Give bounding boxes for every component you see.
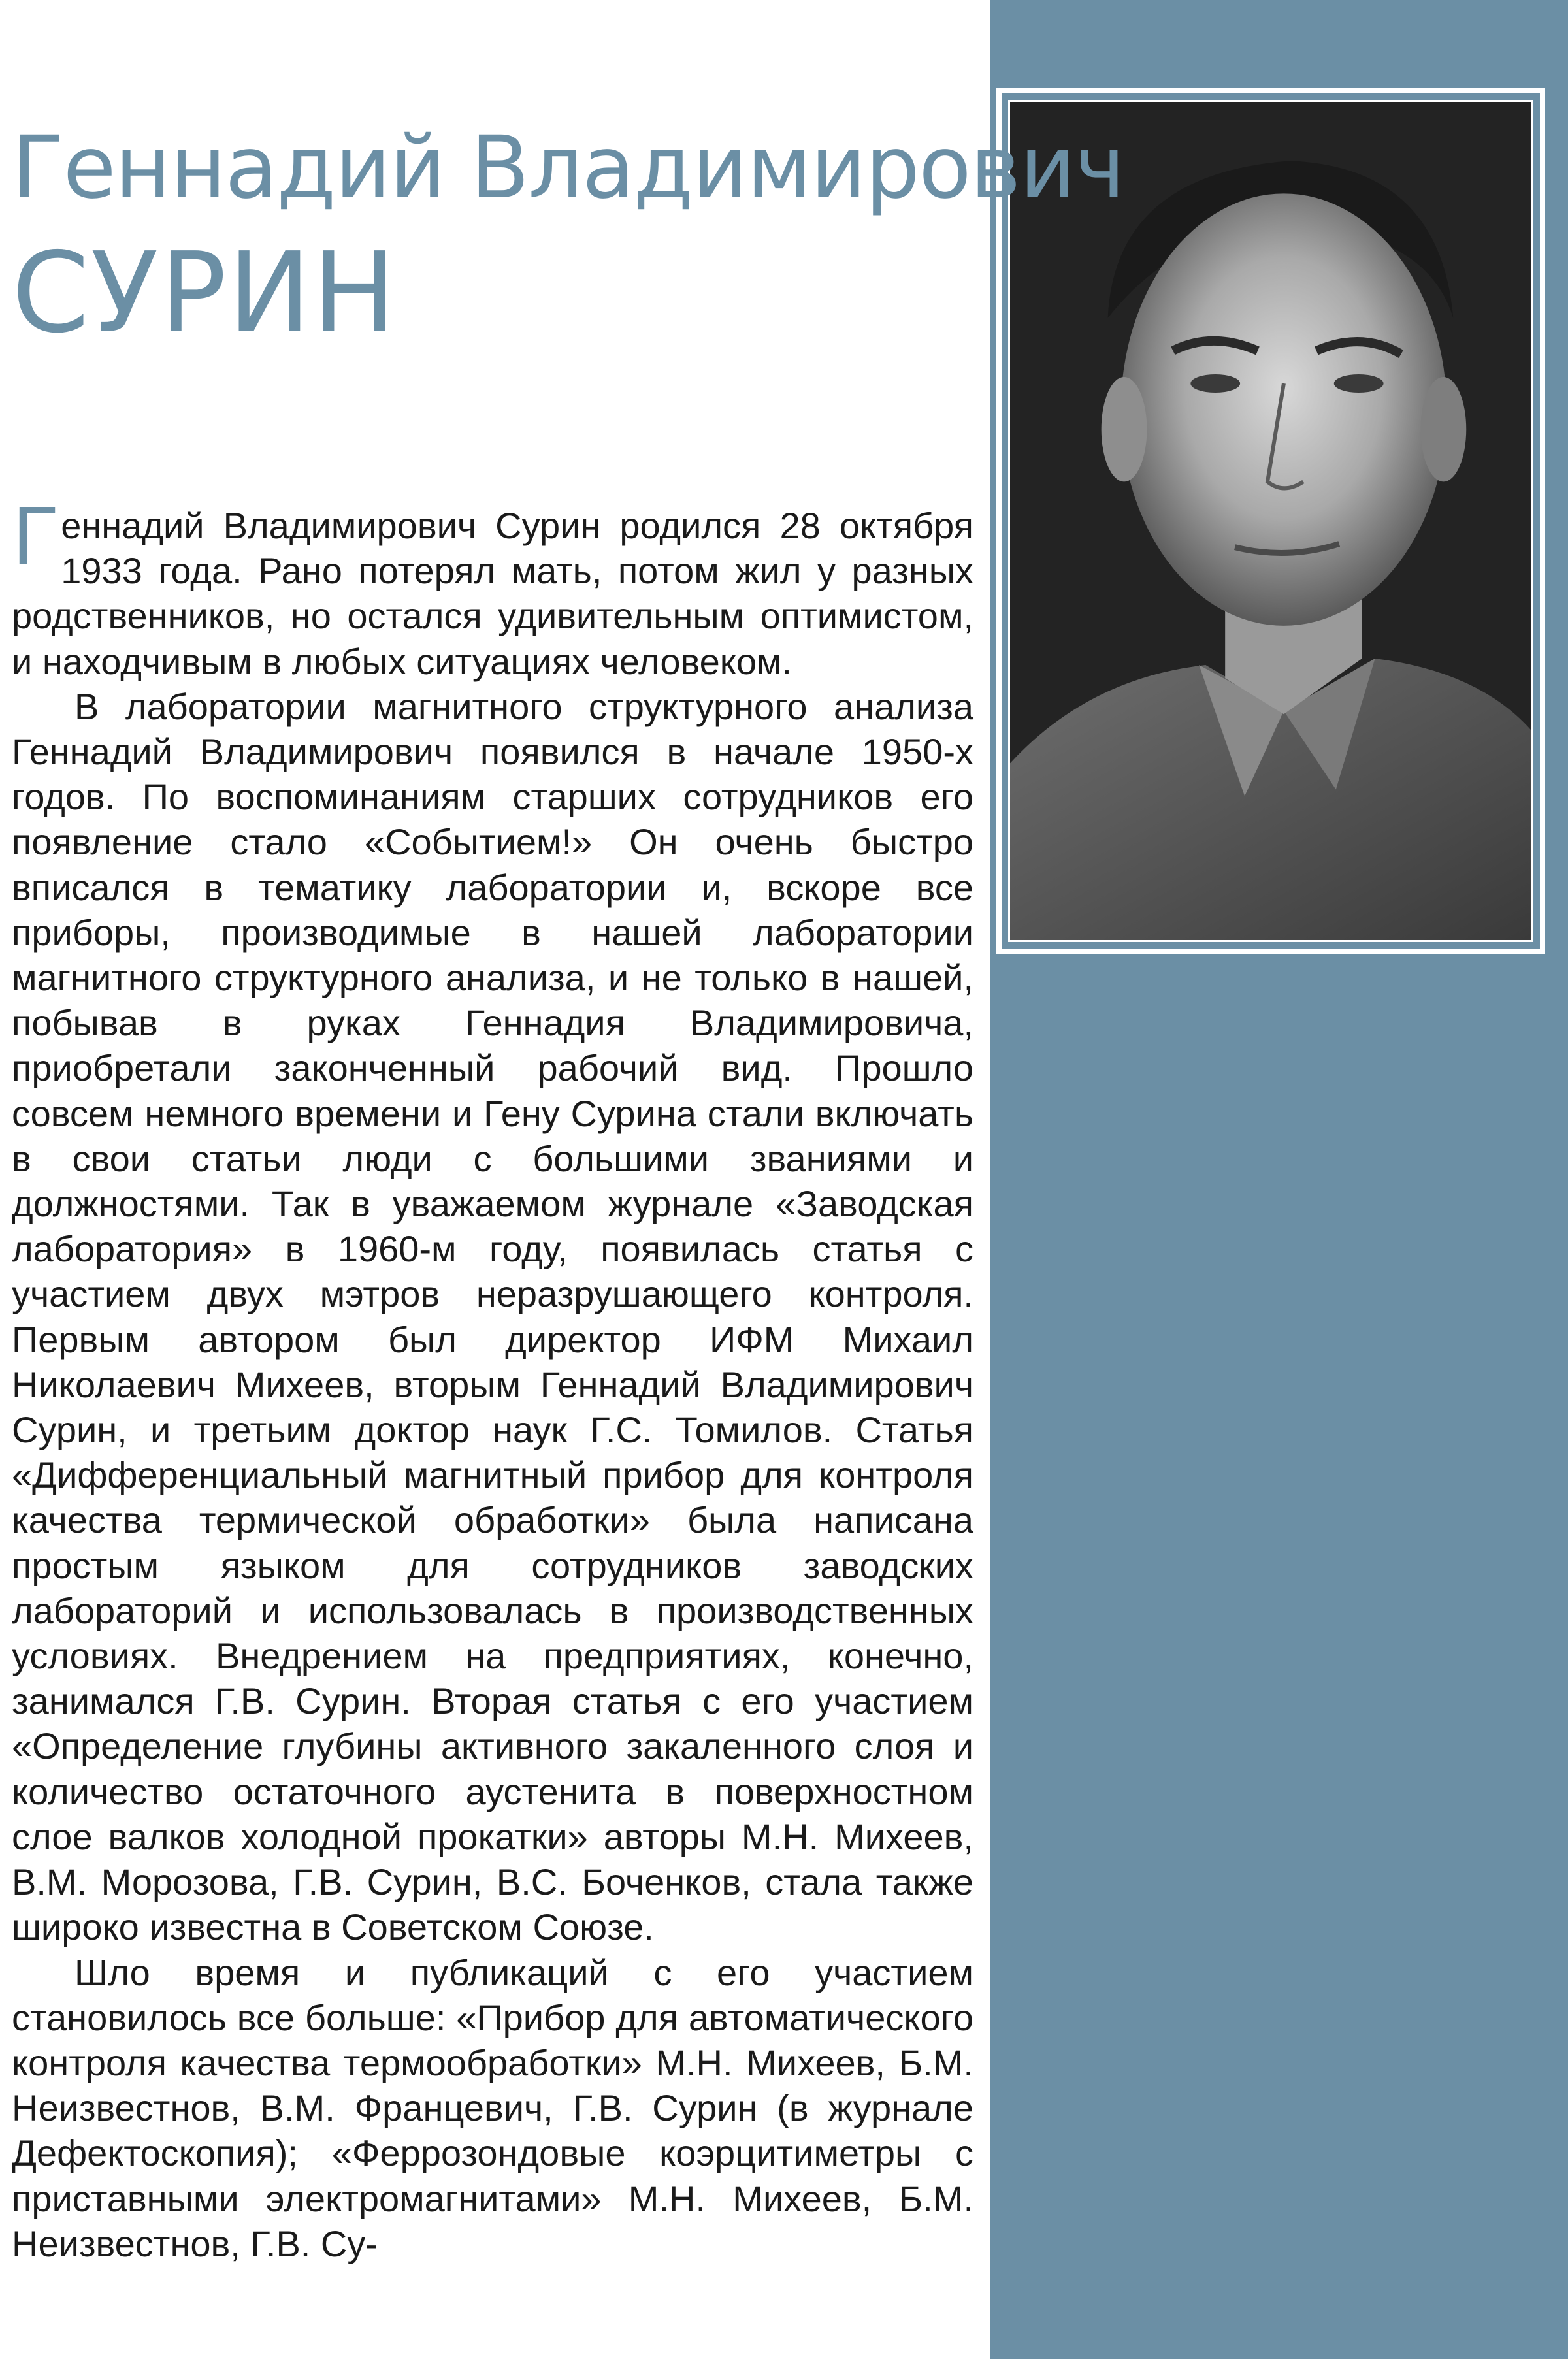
portrait-illustration xyxy=(1010,102,1531,940)
article-paragraph-2: В лаборатории магнитного структурного анализа Геннадий Владимирович появился в начале 1950-х годов. По воспоминаниям старших сотрудников его появление стало «Событием!» Он очень быстро вписался в тематику лаборатории и, вскоре все приборы, производимые в нашей лаборатории магнитного структурного анализа, и не только в нашей, побывав в руках Геннадия Владимировича, приобретали законченный рабочий вид. Прошло совсем немного времени и Гену Сурина стали включать в свои статьи люди с большими званиями и должностями. Так в уважаемом журнале «Заводская лаборатория» в 1960-м году, появилась статья с участием двух мэтров неразрушающего контроля. Первым автором был директор ИФМ Михаил Николаевич Михеев, вторым Геннадий Владимирович Сурин, и третьим доктор наук Г.С. Томилов. Статья «Дифференциальный магнитный прибор для контроля качества термической обработки» была написана простым языком для сотрудников заводских лабораторий и использовалась в производственных условиях. Внедрением на предприятиях, конечно, занимался Г.В. Сурин. Вторая статья с его участием «Определение глубины активного закаленного слоя и количество остаточного аустенита в поверхностном слое валков холодной прокатки» авторы М.Н. Михеев, В.М. Морозова, Г.В. Сурин, В.С. Боченков, стала также широко известна в Советском Союзе. xyxy=(12,685,973,1948)
article-paragraph-1 xyxy=(12,493,973,684)
person-first-names: Геннадий Владимирович xyxy=(12,118,1124,218)
portrait-photo xyxy=(1008,100,1533,942)
person-surname: СУРИН xyxy=(12,229,397,358)
drop-cap: Г xyxy=(12,493,60,583)
article-body xyxy=(12,493,973,2266)
paragraph-1-text: еннадий Владимирович Сурин родился 28 октября 1933 года. Рано потерял мать, потом жил у разных родственников, но остался удивительным оптимистом, и находчивым в любых ситуациях человеком. xyxy=(12,505,973,682)
article-paragraph-3: Шло время и публикаций с его участием становилось все больше: «Прибор для автоматического контроля качества термообработки» М.Н. Михеев, Б.М. Неизвестнов, В.М. Францевич, Г.В. Сурин (в журнале Дефектоскопия); «Феррозондовые коэрцитиметры с приставными электромагнитами» М.Н. Михеев, Б.М. Неизвестнов, Г.В. Су- xyxy=(12,1951,973,2264)
